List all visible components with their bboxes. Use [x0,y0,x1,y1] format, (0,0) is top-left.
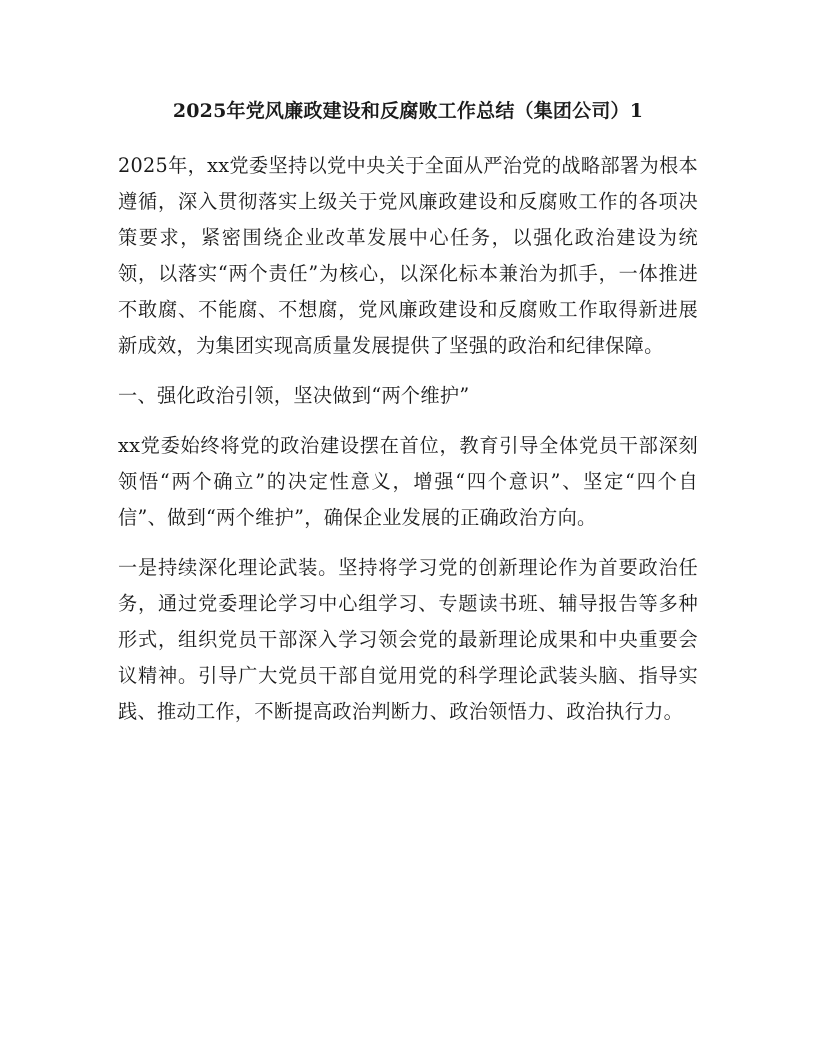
document-body [118,148,698,744]
section-1-point-1-paragraph: 一是持续深化理论武装。坚持将学习党的创新理论作为首要政治任务，通过党委理论学习中心组学习、专题读书班、辅导报告等多种形式，组织党员干部深入学习领会党的最新理论成果和中央重要会议精神。引导广大党员干部自觉用党的科学理论武装头脑、指导实践、推动工作，不断提高政治判断力、政治领悟力、政治执行力。 [118,556,698,723]
intro-paragraph: 2025年，xx党委坚持以党中央关于全面从严治党的战略部署为根本遵循，深入贯彻落实上级关于党风廉政建设和反腐败工作的各项决策要求，紧密围绕企业改革发展中心任务，以强化政治建设为统领，以落实“两个责任”为核心，以深化标本兼治为抓手，一体推进不敢腐、不能腐、不想腐，党风廉政建设和反腐败工作取得新进展新成效，为集团实现高质量发展提供了坚强的政治和纪律保障。 [118,154,698,357]
document-title: 2025年党风廉政建设和反腐败工作总结（集团公司）1 [172,100,644,122]
section-heading-1: 一、强化政治引领，坚决做到“两个维护” [118,384,470,407]
section-1-paragraph: xx党委始终将党的政治建设摆在首位，教育引导全体党员干部深刻领悟“两个确立”的决定性意义，增强“四个意识”、坚定“四个自信”、做到“两个维护”，确保企业发展的正确政治方向。 [118,434,698,529]
